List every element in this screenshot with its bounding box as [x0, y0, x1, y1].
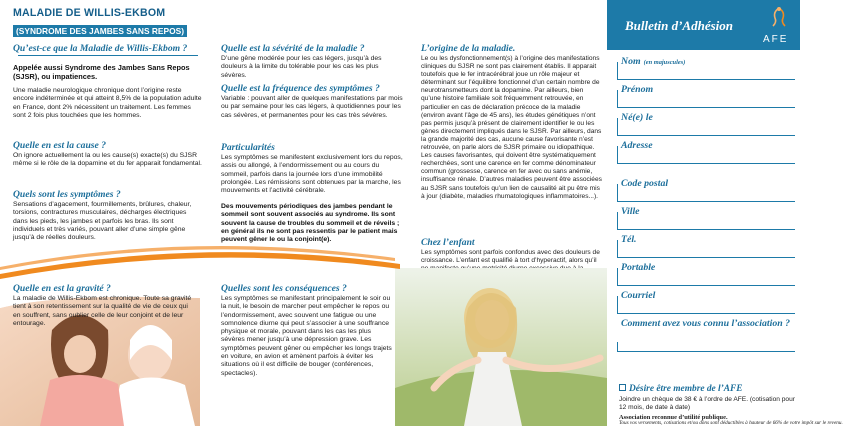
- form-header: [607, 0, 800, 50]
- afe-logo-text: AFE: [763, 34, 789, 45]
- symptoms-body: Sensations d’agacement, fourmillements, brûlures, chaleur, torsions, contractures musculaires, décharges électriques dans les pieds, les jambes et parfois les bras. Ils sont individuels et très variés, pouvant aller d’une simple gêne jusqu’à de réelles douleurs.: [13, 201, 192, 242]
- form-label-text: Code postal: [621, 178, 669, 189]
- cause-body: On ignore actuellement la ou les cause(s) exacte(s) du SJSR même si le rôle de la dopamine et du fer apparait fondamental.: [13, 152, 202, 168]
- heading-what-is: Qu’est-ce que la Maladie de Willis-Ekbom ?: [13, 43, 188, 54]
- form-input-field[interactable]: [617, 62, 795, 80]
- form-label-text: Portable: [621, 262, 656, 273]
- form-input-field[interactable]: [617, 146, 795, 164]
- child-body-text: Les symptômes sont parfois confondus avec des douleurs de croissance. L’enfant est qualifié à tort d’hyperactif, alors qu’il: [421, 249, 600, 265]
- form-label-text: Ville: [621, 206, 640, 217]
- heading-symptoms: Quels sont les symptômes ?: [13, 189, 121, 200]
- child-photo: [430, 268, 605, 426]
- form-title: Bulletin d’Adhésion: [625, 18, 733, 33]
- form-label-text: Adresse: [621, 140, 653, 151]
- heading-severity: Quelle est la sévérité de la maladie ?: [221, 43, 365, 54]
- heading-origin: L’origine de la maladie.: [421, 43, 516, 54]
- form-input-field[interactable]: [617, 342, 795, 352]
- form-label-hint: (en majuscules): [643, 59, 686, 66]
- frequency-body: Variable : pouvant aller de quelques manifestations par mois ou par semaine pour les cas légers, à quotidiennes pour les cas sévères, et permanentes pour les cas très sévères.: [221, 95, 403, 119]
- association-note: Association reconnue d’utilité publique.: [619, 414, 728, 421]
- what-is-lead: Appelée aussi Syndrome des Jambes Sans Repos (SJSR), ou impatiences.: [13, 63, 190, 81]
- form-label: [621, 318, 790, 329]
- severity-body: D’une gêne modérée pour les cas légers, jusqu’à des douleurs à la limite du tolérable pour les cas les plus sévères.: [221, 55, 382, 79]
- form-input-field[interactable]: [617, 240, 795, 258]
- heading-frequency: Quelle est la fréquence des symptômes ?: [221, 83, 380, 94]
- what-is-body: Une maladie neurologique chronique dont l’origine reste encore indéterminée et qui atteint 8,5% de la population adulte en France, dont 2% nécessitent un traitement. Les femmes sont 2 fois plus touchées que les hommes.: [13, 87, 202, 119]
- document-title: MALADIE DE WILLIS-EKBOM: [13, 7, 166, 19]
- document-subtitle: [13, 21, 187, 39]
- membership-row: [619, 384, 797, 394]
- particularities-bold: Des mouvements périodiques des jambes pendant le sommeil sont souvent associés au syndrome. Ils sont souvent la cause de troubles du sommeil et de réveils ; en général ils ne sont pas ressentis par le patient mais peuvent gêner le ou la conjoint(e).: [221, 203, 400, 244]
- origin-body: Le ou les dysfonctionnement(s) à l’origine des manifestations cliniques du SJSR ne sont pas clairement établis. Il apparait toutefois que le fer intracérébral joue un rôle majeur et déterminant sur l’équilibre fonctionnel d’un certain nombre de neurotransmetteurs dont la dopamine. Par ailleurs, bien qu’une histoire familiale soit fréquemment retrouvée, en particulier en cas de déclaration précoce de la maladie (environ avant l’âge de 45 ans), les études génétiques n’ont pas permis jusqu’à présent de clairement identifier le ou les gènes directement impliqués dans le SJSR. Par ailleurs, dans la grande majorité des cas, aucune cause favorisante n’est retrouvée, on parle alors de SJSR primaire ou idiopathique. Les causes favorisantes, qui doivent être systématiquement recherchées, sont une carence en fer comme dénominateur commun (grossesse, carence en fer avec ou sans anémie, insuffisance rénale. D’autres maladies peuvent être associées au SJSR sans toutefois qu’un lien de causalité ait pu être mis à jour (diabète, maladies rhumatologiques inflammatoires...).: [421, 55, 602, 200]
- membership-section: [619, 384, 797, 394]
- form-input-field[interactable]: [617, 184, 795, 202]
- form-input-field[interactable]: [617, 90, 795, 108]
- membership-text: Joindre un chèque de 38 € à l’ordre de AFE. (cotisation pour 12 mois, de date à date): [619, 396, 795, 411]
- membership-title: Désire être membre de l’AFE: [629, 384, 743, 394]
- heading-cause: Quelle en est la cause ?: [13, 140, 106, 151]
- particularities-body: Les symptômes se manifestent exclusivement lors du repos, assis ou allongé, à l’endormissement ou au cours du sommeil, parfois dans la journée lors d’une immobilité prolongée. Les rémissions sont obtenues par la marche, les mouvements et l’activité cérébrale.: [221, 154, 403, 195]
- membership-checkbox[interactable]: [619, 384, 626, 391]
- heading-particularities: Particularités: [221, 142, 275, 153]
- form-input-field[interactable]: [617, 212, 795, 230]
- afe-logo-icon: [765, 6, 793, 28]
- heading-child: Chez l’enfant: [421, 237, 475, 248]
- heading-rule: [18, 55, 198, 56]
- membership-form-panel: [607, 0, 843, 426]
- gravity-body: La maladie de Willis-Ekbom est chronique. Toute sa gravité tient à son retentissement sur la qualité de vie de ceux qui en souffrent, sans oublier celle de leur conjoint et de leur entourage.: [13, 295, 192, 327]
- form-input-field[interactable]: [617, 296, 795, 314]
- form-label-text: Tél.: [621, 234, 637, 245]
- form-label-text: Nom: [621, 56, 641, 67]
- consequences-body: Les symptômes se manifestant principalement le soir ou la nuit, le besoin de marcher peut empêcher le repos ou l’endormissement, avec souvent une fatigue ou une somnolence diurne qui peut s’associer à une souffrance physique et morale, pouvant dans les cas les plus sévères mener jusqu’à une dépression grave. Les symptômes peuvent gêner ou empêcher les longs trajets en voiture, en avion et amènent parfois à éviter les situations où il est difficile de bouger (conférences, spectacles).: [221, 295, 392, 377]
- heading-gravity: Quelle en est la gravité ?: [13, 283, 111, 294]
- form-label-text: Prénom: [621, 84, 654, 95]
- form-label-text: Né(e) le: [621, 112, 653, 123]
- form-label-text: Comment avez vous connu l’association ?: [621, 318, 791, 329]
- form-input-field[interactable]: [617, 118, 795, 136]
- tax-note: Tous vos versements, cotisations et/ou dons sont déductibles à hauteur de 66% de votre impôt sur le revenu.: [619, 420, 843, 426]
- subtitle-text: (SYNDROME DES JAMBES SANS REPOS): [13, 25, 187, 37]
- heading-consequences: Quelles sont les conséquences ?: [221, 283, 347, 294]
- form-label-text: Courriel: [621, 290, 656, 301]
- form-input-field[interactable]: [617, 268, 795, 286]
